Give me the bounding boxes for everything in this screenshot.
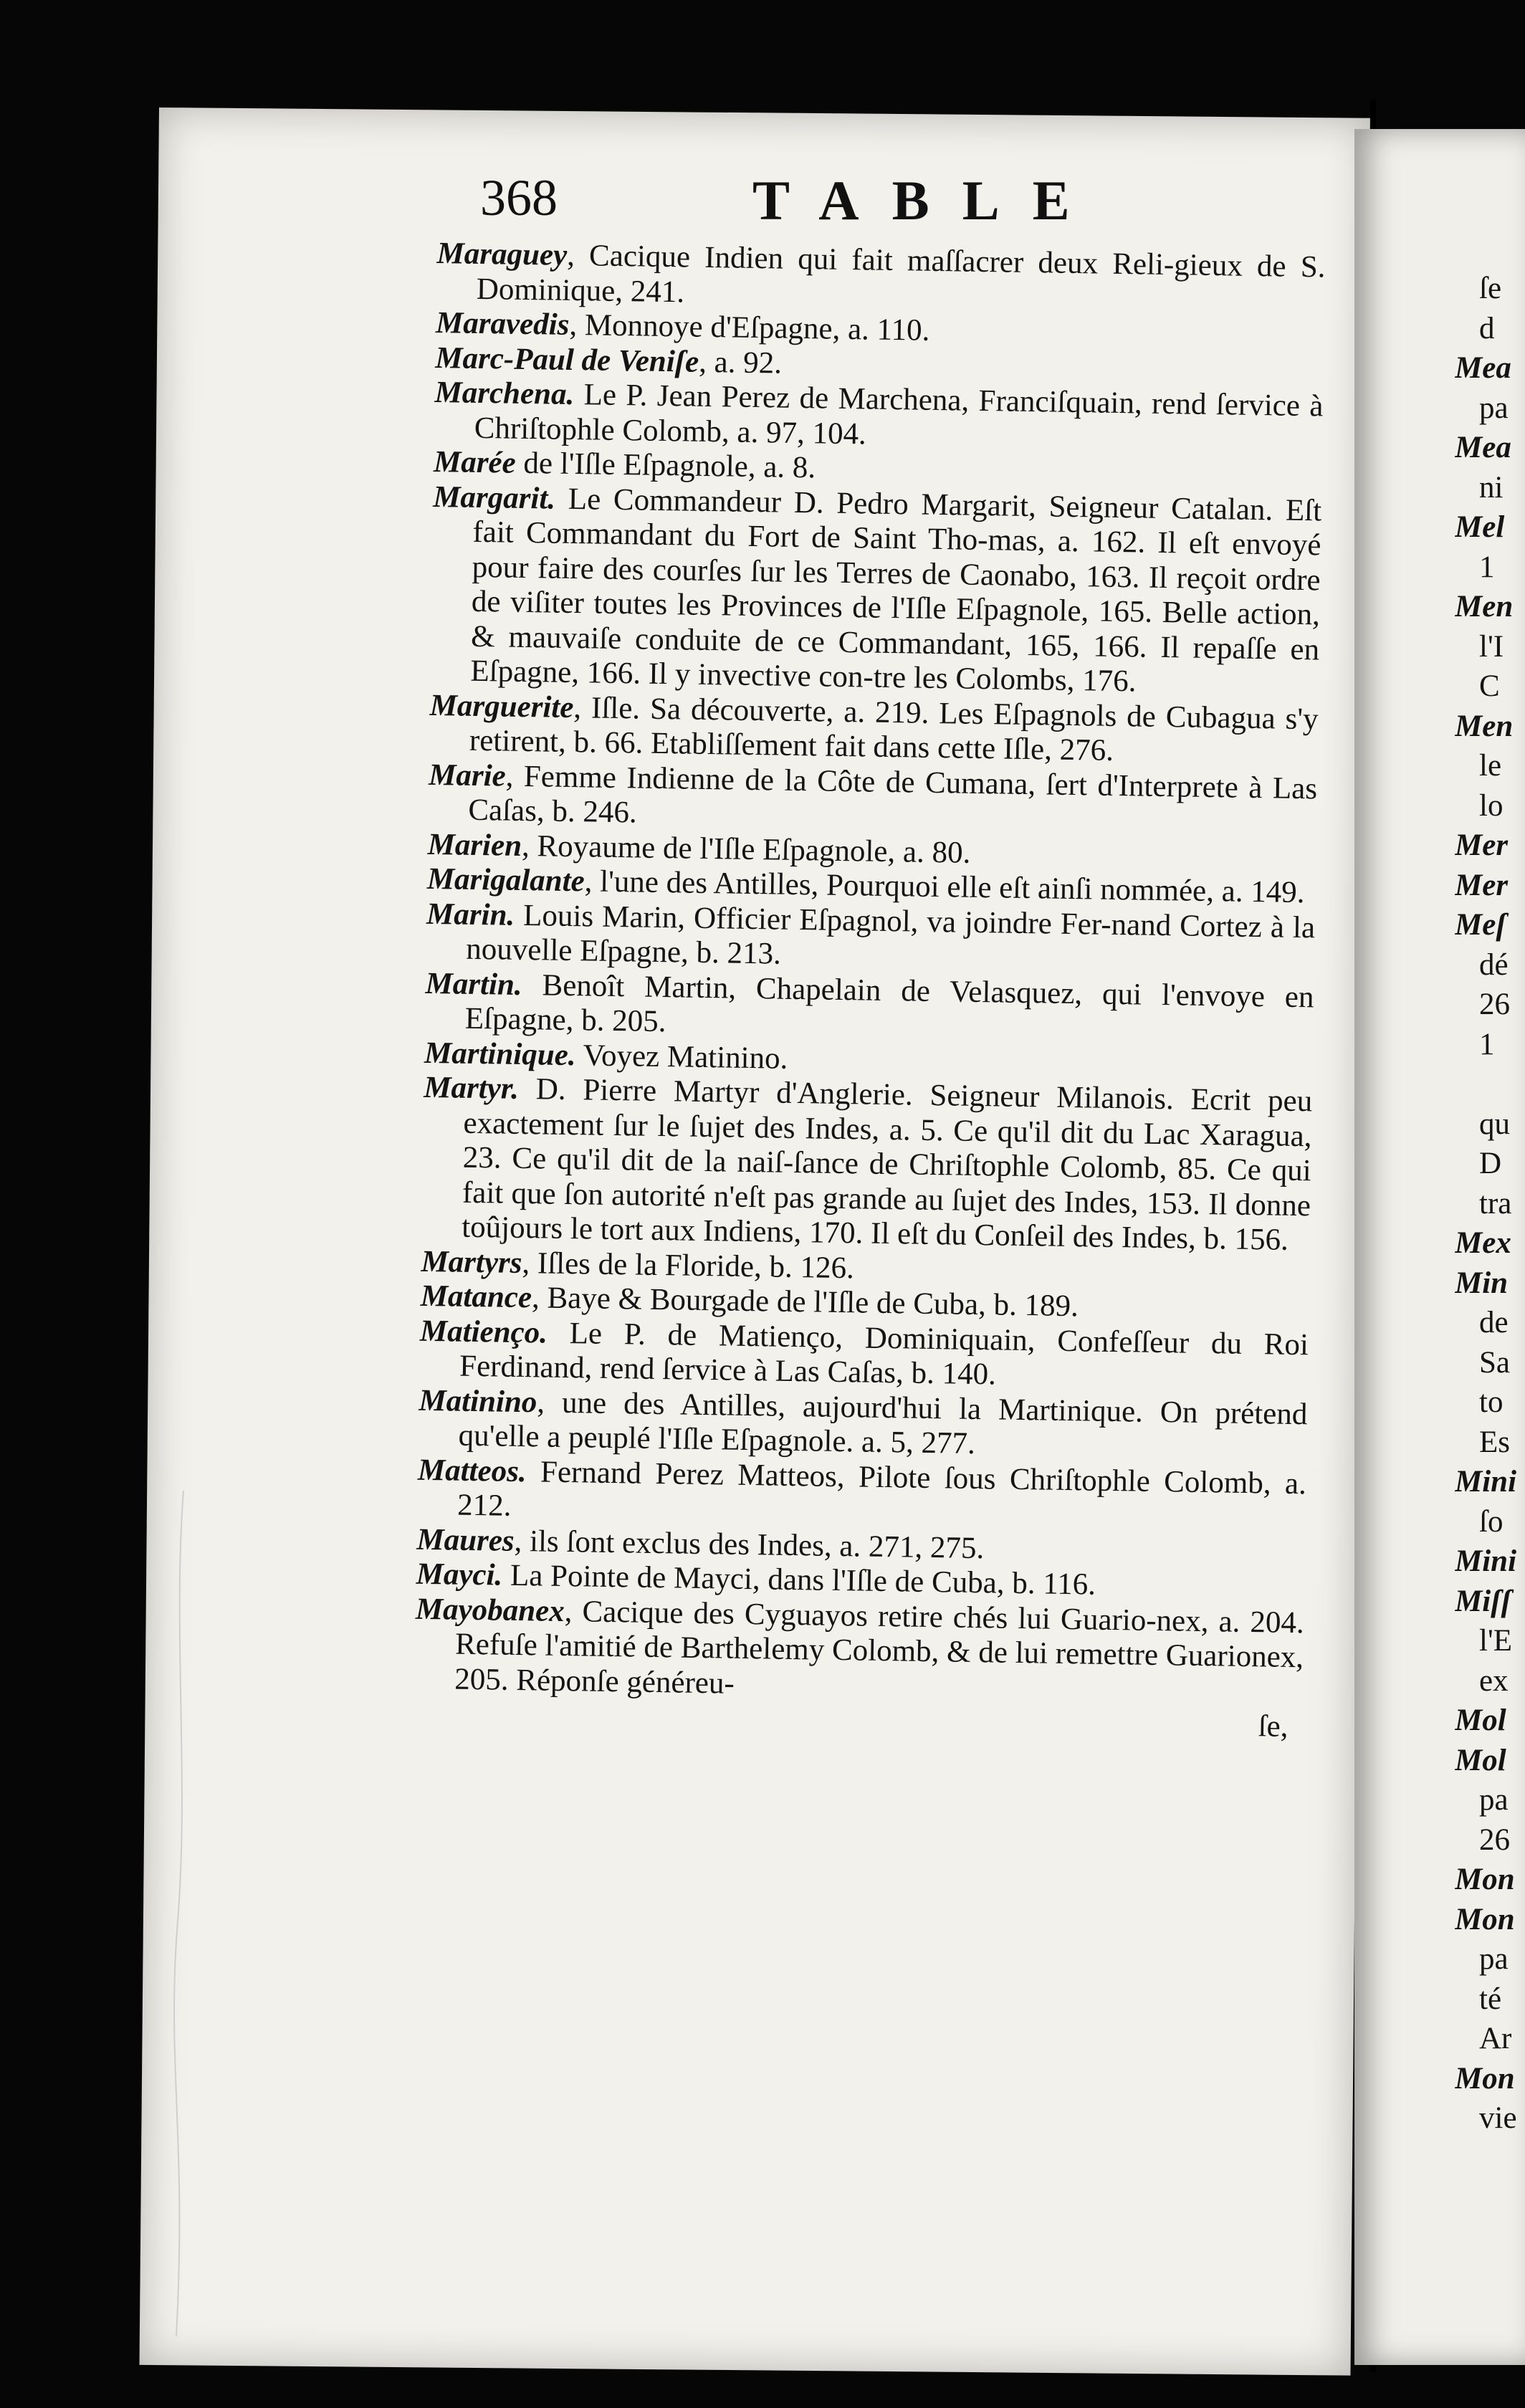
- entry-headword: Matinino: [419, 1383, 537, 1419]
- entry-headword: Maures: [416, 1522, 515, 1558]
- right-page-fragment: Mon: [1455, 1902, 1515, 1936]
- right-page-fragment: dé: [1479, 947, 1509, 982]
- entry-text: Voyez Matinino.: [575, 1038, 788, 1076]
- right-page-fragment: pa: [1479, 1942, 1509, 1976]
- right-page-fragment: pa: [1479, 391, 1509, 425]
- right-page-fragment: Mer: [1455, 828, 1509, 862]
- right-page-fragment: Mex: [1455, 1226, 1511, 1260]
- right-page-fragment: l'I: [1479, 629, 1504, 664]
- entry-headword: Martin.: [425, 966, 523, 1002]
- right-page-fragment: Mea: [1455, 431, 1511, 464]
- index-entry: [430, 479, 1321, 702]
- right-page-fragment: Mon: [1455, 1863, 1515, 1896]
- right-page-fragment: de: [1479, 1306, 1509, 1339]
- entry-text: Louis Marin, Officier Eſpagnol, va joindre Fer-nand Cortez à la nouvelle Eſpagne, b. 213.: [466, 898, 1316, 971]
- entry-text: , ils ſont exclus des Indes, a. 271, 275.: [514, 1524, 985, 1565]
- right-page-fragment: Men: [1455, 590, 1514, 624]
- right-page-fragment: Ar: [1479, 2022, 1512, 2055]
- right-page-fragment: ſo: [1479, 1504, 1504, 1539]
- right-page-fragment: Sa: [1479, 1345, 1510, 1380]
- right-page-fragment: Mini: [1455, 1544, 1517, 1578]
- running-title: TABLE: [752, 169, 1103, 231]
- right-page-fragment: Mon: [1455, 2061, 1515, 2096]
- entry-headword: Margarit.: [432, 479, 556, 516]
- right-page-fragment: l'E: [1479, 1624, 1512, 1658]
- right-page-fragment: Mel: [1455, 510, 1505, 544]
- right-page-fragment: ſe: [1479, 272, 1502, 305]
- index-entry: [414, 1592, 1304, 1710]
- entry-headword: Marc-Paul de Veniſe: [434, 340, 699, 379]
- entry-headword: Maravedis: [435, 305, 570, 342]
- entry-headword: Matienço.: [419, 1314, 548, 1350]
- right-page-fragment: Men: [1455, 709, 1514, 743]
- right-page-fragment: le: [1479, 749, 1502, 783]
- right-page-fragment: tra: [1479, 1186, 1512, 1220]
- catchword: ſe,: [1258, 1709, 1289, 1744]
- entry-text: , Iſle. Sa découverte, a. 219. Les Eſpagnols de Cubagua s'y retirent, b. 66. Etabliſſement fait dans cette Iſle, 276.: [469, 690, 1319, 768]
- right-page-fragment: 1: [1479, 550, 1495, 584]
- right-page-fragment: 1: [1479, 1027, 1495, 1061]
- entry-headword: Marigalante: [426, 861, 585, 899]
- right-page-fragment: Mol: [1455, 1743, 1506, 1777]
- right-page-fragment: 26: [1479, 988, 1510, 1021]
- right-page-fragment: lo: [1479, 788, 1504, 823]
- entry-text: D. Pierre Martyr d'Anglerie. Seigneur Milanois. Ecrit peu exactement ſur le ſujet des Indes, a. 5. Ce qu'il dit du Lac Xaragua, 23. Ce qu'il dit de la naiſ-ſance de Chriſtophle Colomb, 85. Ce qui fait que ſon autorité n'eſt pas grande au ſujet des Indes, 153. Il donne toûjours le tort aux Indiens, 170. Il eſt du Conſeil des Indes, b. 156.: [461, 1071, 1313, 1257]
- right-page-fragment: ex: [1479, 1663, 1509, 1698]
- entry-text: Fernand Perez Matteos, Pilote ſous Chriſtophle Colomb, a. 212.: [456, 1454, 1307, 1523]
- entry-headword: Marien: [427, 827, 522, 863]
- right-page-fragment: Mer: [1455, 868, 1509, 902]
- right-page-fragment: vie: [1479, 2101, 1517, 2135]
- right-page-fragment: Mol: [1455, 1704, 1506, 1737]
- entry-text: , Baye & Bourgade de l'Iſle de Cuba, b. 189.: [531, 1281, 1079, 1324]
- right-page-fragment: Min: [1455, 1266, 1509, 1300]
- entry-text: Le P. de Matienço, Dominiquain, Confeſſeur du Roi Ferdinand, rend ſervice à Las Caſas, b. 140.: [459, 1316, 1309, 1392]
- entry-text: , l'une des Antilles, Pourquoi elle eſt ainſi nommée, a. 149.: [584, 864, 1305, 910]
- entry-headword: Martinique.: [424, 1036, 576, 1072]
- entry-text: Benoît Martin, Chapelain de Velasquez, qui l'envoye en Eſpagne, b. 205.: [464, 968, 1314, 1039]
- entry-text: , Femme Indienne de la Côte de Cumana, ſert d'Interprete à Las Caſas, b. 246.: [468, 759, 1318, 830]
- index-entry: [421, 1071, 1313, 1258]
- right-page-fragment: C: [1479, 669, 1500, 703]
- right-page-fragment: qu: [1479, 1107, 1510, 1141]
- right-page-fragment: Meſ: [1455, 908, 1506, 942]
- entry-text: , Cacique des Cyguayos retire chés lui Guario-nex, a. 204. Refuſe l'amitié de Barthelemy Colomb, & de lui remettre Guarionex, 205. Réponſe généreu-: [454, 1594, 1305, 1701]
- right-page-fragment: [1455, 1064, 1525, 1104]
- entry-headword: Martyrs: [421, 1244, 522, 1280]
- entry-headword: Mayci.: [416, 1557, 503, 1592]
- entry-headword: Marie: [428, 758, 507, 793]
- entry-text: , a. 92.: [698, 345, 783, 381]
- entry-headword: Marguerite: [429, 688, 574, 725]
- entry-text: Le Commandeur D. Pedro Margarit, Seigneur Catalan. Eſt fait Commandant du Fort de Saint Tho-mas, a. 162. Il eſt envoyé pour faire des courſes ſur les Terres de Caonabo, 163. Il reçoit ordre de viſiter toutes les Provinces de l'Iſle Eſpagnole, 165. Belle action, & mauvaiſe conduite de ce Commandant, 165, 166. Il repaſſe en Eſpagne, 166. Il y invective con-tre les Colombs, 176.: [470, 482, 1322, 699]
- right-page-fragment: to: [1479, 1385, 1504, 1419]
- page-number: 368: [480, 169, 558, 226]
- right-page-fragment: ni: [1479, 470, 1504, 505]
- entry-headword: Matance: [420, 1279, 532, 1315]
- right-page-fragment: 26: [1479, 1822, 1510, 1857]
- entry-text: , Monnoye d'Eſpagne, a. 110.: [569, 307, 930, 348]
- right-page-fragment: té: [1479, 1982, 1502, 2016]
- loose-thread: [169, 1491, 191, 2336]
- entry-headword: Maraguey: [436, 236, 568, 272]
- right-page-fragment: d: [1479, 311, 1495, 345]
- entry-headword: Marchena.: [434, 375, 575, 412]
- right-page-fragment: D: [1479, 1147, 1502, 1180]
- entry-text: La Pointe de Mayci, dans l'Iſle de Cuba, b. 116.: [502, 1558, 1096, 1602]
- entry-text: , Royaume de l'Iſle Eſpagnole, a. 80.: [521, 828, 971, 870]
- right-page-column: [1455, 269, 1525, 2139]
- entry-headword: Martyr.: [423, 1070, 520, 1106]
- entry-text: de l'Iſle Eſpagnole, a. 8.: [515, 446, 816, 485]
- entry-text: , Cacique Indien qui fait maſſacrer deux Reli-gieux de S. Dominique, 241.: [476, 238, 1326, 309]
- right-page-fragment: Miſſ: [1455, 1584, 1511, 1618]
- entry-headword: Mayobanex: [415, 1592, 565, 1628]
- entry-headword: Matteos.: [417, 1453, 527, 1489]
- page-header: [480, 168, 1383, 247]
- entry-text: , une des Antilles, aujourd'hui la Martinique. On prétend qu'elle a peuplé l'Iſle Eſpagnole. a. 5, 277.: [458, 1385, 1308, 1461]
- entry-headword: Marin.: [426, 897, 515, 932]
- entry-text: Le P. Jean Perez de Marchena, Franciſquain, rend ſervice à Chriſtophle Colomb, a. 97, 104.: [474, 378, 1324, 451]
- right-page-fragment: pa: [1479, 1783, 1509, 1817]
- index-entries: [413, 236, 1326, 1745]
- entry-text: , Iſles de la Floride, b. 126.: [522, 1246, 855, 1285]
- entry-headword: Marée: [433, 444, 517, 480]
- right-page-fragment: Es: [1479, 1425, 1510, 1459]
- right-page-fragment: Mini: [1455, 1465, 1517, 1499]
- right-page-fragment: Mea: [1455, 351, 1511, 385]
